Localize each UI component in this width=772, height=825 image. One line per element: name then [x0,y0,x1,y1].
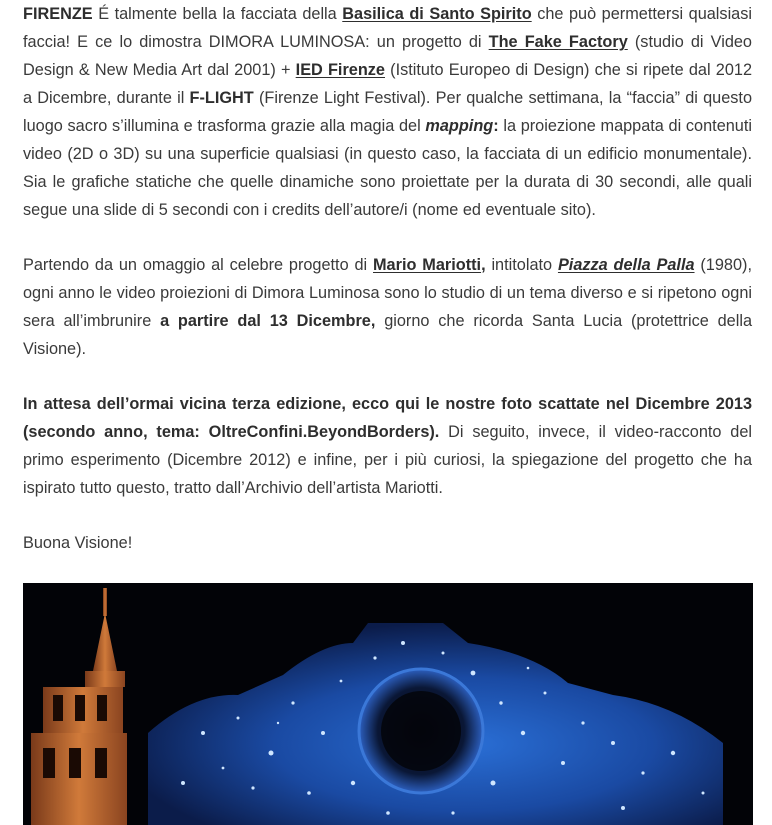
intro-text-2: che può permettersi qualsiasi faccia! E ce lo dimostra DIMORA LUMINOSA: un progetto di [23,5,752,51]
paragraph-mariotti [23,251,752,363]
basilica-projection-photo [23,583,753,825]
edition-text: Di seguito, invece, il video-racconto del primo esperimento (Dicembre 2012) e infine, per i più curiosi, la spiegazione del progetto che ha ispirato tutto questo, tratto dall’Archivio dell’artista Mariotti. [23,423,752,497]
link-the-fake-factory[interactable]: The Fake Factory [488,33,628,51]
mariotti-text-1: Partendo da un omaggio al celebre progetto di [23,256,373,274]
link-ied-firenze[interactable]: IED Firenze [295,61,385,79]
start-date: a partire dal 13 Dicembre, [160,312,376,330]
paragraph-edition [23,390,752,502]
intro-text-1: É talmente bella la facciata della [92,5,343,23]
edition-highlight: In attesa dell’ormai vicina terza edizione, ecco qui le nostre foto scattate nel Dicembre 2013 (secondo anno, tema: OltreConfini.BeyondBorders). [23,395,752,441]
intro-text-5: (Firenze Light Festival). Per qualche settimana, la “faccia” di questo luogo sacro s’illumina e trasforma grazie alla magia del [23,89,752,135]
article-body [23,0,752,557]
link-basilica-santo-spirito[interactable]: Basilica di Santo Spirito [342,5,532,23]
closing-line: Buona Visione! [23,534,133,552]
mariotti-text-4: giorno che ricorda Santa Lucia (protettrice della Visione). [23,312,752,358]
photo-illustration [23,583,753,825]
mapping-term: mapping [425,117,494,135]
link-mario-mariotti[interactable]: Mario Mariotti [373,256,482,274]
link-piazza-della-palla[interactable]: Piazza della Palla [557,256,695,274]
mariotti-comma: , [481,256,486,274]
mariotti-text-3: (1980), ogni anno le video proiezioni di Dimora Luminosa sono lo studio di un tema diverso e si ripetono ogni sera all’imbrunire [23,256,752,330]
intro-text-6: la proiezione mappata di contenuti video (2D o 3D) su una superficie qualsiasi (in questo caso, la facciata di un edificio monumentale). Sia le grafiche statiche che quelle dinamiche sono proiettate per la durata di 30 secondi, alle quali segue una slide di 5 secondi con i credits dell’autore/i (nome ed eventuale sito). [23,117,752,219]
paragraph-intro [23,0,752,224]
intro-text-3: (studio di Video Design & New Media Art dal 2001) + [23,33,752,79]
mapping-colon: : [493,117,499,135]
lead-city: FIRENZE [23,5,93,23]
festival-name: F-LIGHT [189,89,254,107]
mariotti-text-2: intitolato [485,256,558,274]
intro-text-4: (Istituto Europeo di Design) che si ripete dal 2012 a Dicembre, durante il [23,61,752,107]
